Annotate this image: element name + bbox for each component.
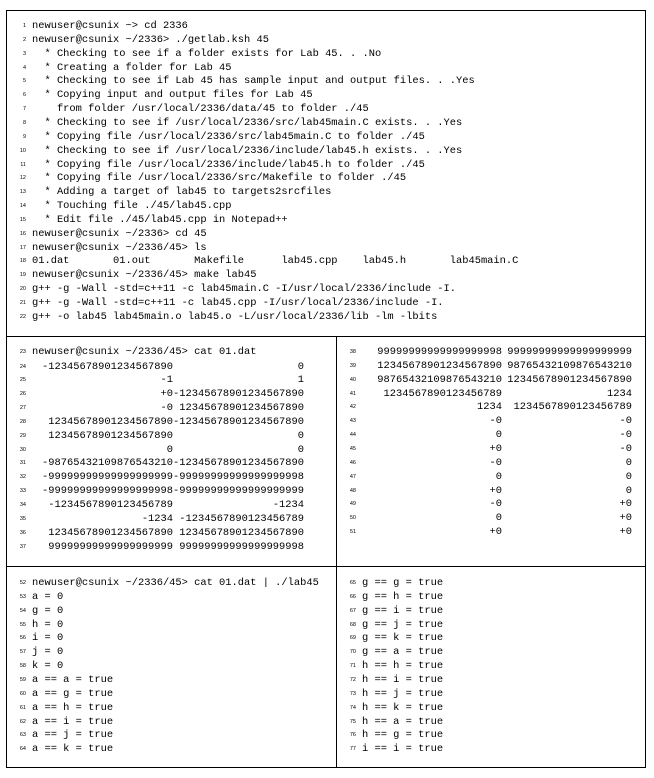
data-row <box>12 484 308 498</box>
line-text: newuser@csunix ~/2336/45> ls <box>32 241 207 254</box>
line-number: 23 <box>19 349 26 355</box>
line-number: 67 <box>349 607 356 614</box>
data-value-second: 0 <box>297 360 304 373</box>
line-text: newuser@csunix ~/2336> cd 45 <box>32 227 207 240</box>
data-row <box>342 387 636 401</box>
line-text: a == j = true <box>32 729 114 742</box>
data-row <box>342 345 636 359</box>
line-text: * Copying file /usr/local/2336/include/lab45.h to folder ./45 <box>32 158 425 171</box>
data-value-second: -12345678901234567890 <box>173 388 304 401</box>
line-number: 10 <box>19 147 26 154</box>
line-number: 64 <box>19 746 26 753</box>
data-value-second: -1234 <box>272 499 304 511</box>
data-value-second: 1 <box>297 374 304 387</box>
line-text: a == h = true <box>32 701 114 714</box>
line-number: 55 <box>19 621 26 628</box>
data-row <box>12 456 308 470</box>
line-text: k = 0 <box>32 660 64 673</box>
line-number: 60 <box>19 690 26 697</box>
data-row <box>342 525 636 539</box>
line-text: j = 0 <box>32 646 64 659</box>
line-text: h == i = true <box>362 673 444 686</box>
line-number: 16 <box>19 230 26 237</box>
data-value-first: 99999999999999999999 <box>48 540 173 553</box>
line-number: 8 <box>22 119 26 126</box>
line-number: 20 <box>19 286 26 293</box>
line-number: 12 <box>19 175 26 182</box>
line-number: 22 <box>19 313 26 320</box>
data-value-first: 12345678901234567890 <box>377 359 502 372</box>
line-text: g == h = true <box>362 590 444 603</box>
line-text: newuser@csunix ~/2336/45> cat 01.dat | ./lab45 <box>32 577 319 589</box>
data-value-second: -0 <box>619 415 632 428</box>
line-number: 18 <box>19 258 26 265</box>
line-number: 21 <box>19 300 26 306</box>
line-number: 45 <box>349 445 356 452</box>
data-value-first: -1234567890123456789 <box>48 499 173 511</box>
data-value-first: +0 <box>160 388 173 401</box>
data-value-second: +0 <box>619 512 632 525</box>
line-text: g == j = true <box>362 618 444 631</box>
line-number: 44 <box>349 432 356 439</box>
data-value-first: 1234 <box>477 401 502 414</box>
data-row <box>342 456 636 470</box>
line-text: g = 0 <box>32 604 64 617</box>
data-value-second: -12345678901234567890 <box>173 415 304 428</box>
data-value-second: 98765432109876543210 <box>507 359 632 372</box>
data-row <box>12 387 308 401</box>
line-text: a == a = true <box>32 673 114 686</box>
line-number: 19 <box>19 272 26 279</box>
line-text: * Edit file ./45/lab45.cpp in Notepad++ <box>32 213 288 226</box>
line-number: 66 <box>349 593 356 600</box>
line-text: g == g = true <box>362 577 444 589</box>
line-text: g++ -g -Wall -std=c++11 -c lab45.cpp -I/usr/local/2336/include -I. <box>32 297 444 309</box>
data-row <box>12 415 308 429</box>
line-number: 70 <box>349 649 356 656</box>
line-number: 68 <box>349 621 356 628</box>
line-number: 47 <box>349 473 356 480</box>
line-number: 53 <box>19 593 26 600</box>
data-value-second: 12345678901234567890 <box>179 526 304 539</box>
data-value-second: +0 <box>619 498 632 511</box>
data-row <box>12 373 308 387</box>
data-row <box>12 512 308 526</box>
line-text: newuser@csunix ~/2336/45> make lab45 <box>32 269 257 282</box>
line-text: h == g = true <box>362 729 444 742</box>
line-text: a == i = true <box>32 715 114 728</box>
line-text: h == a = true <box>362 715 444 728</box>
divider-bottom-vertical <box>336 567 337 768</box>
data-row <box>342 373 636 387</box>
line-text: newuser@csunix ~/2336/45> cat 01.dat <box>32 346 257 358</box>
data-value-first: -0 <box>489 415 502 428</box>
data-row <box>342 484 636 498</box>
divider-top <box>6 336 646 337</box>
data-value-first: 98765432109876543210 <box>377 373 502 386</box>
data-value-second: 1234 <box>607 387 632 400</box>
line-text: * Copying file /usr/local/2336/src/lab45main.C to folder ./45 <box>32 130 425 143</box>
line-text: h == j = true <box>362 687 444 700</box>
data-value-first: -0 <box>489 456 502 469</box>
line-number: 69 <box>349 635 356 642</box>
line-number: 56 <box>19 635 26 642</box>
line-text: h = 0 <box>32 618 64 631</box>
data-value-first: 99999999999999999998 <box>377 346 502 358</box>
data-value-second: 99999999999999999998 <box>179 540 304 553</box>
line-number: 11 <box>20 161 26 168</box>
data-value-second: -99999999999999999998 <box>173 471 304 484</box>
line-number: 32 <box>19 474 26 481</box>
data-value-first: 12345678901234567890 <box>48 415 173 428</box>
line-text: * Adding a target of lab45 to targets2srcfiles <box>32 186 332 199</box>
data-row <box>342 442 636 456</box>
data-value-first: -1234 <box>141 512 173 525</box>
line-number: 59 <box>19 676 26 683</box>
data-value-second: 0 <box>625 484 632 497</box>
line-number: 7 <box>22 106 26 113</box>
data-value-second: 12345678901234567890 <box>179 402 304 415</box>
data-value-second: 99999999999999999999 <box>507 346 632 358</box>
line-number: 39 <box>349 362 356 369</box>
line-text: * Checking to see if /usr/local/2336/include/lab45.h exists. . .Yes <box>32 144 463 157</box>
line-number: 50 <box>349 515 356 522</box>
data-value-first: +0 <box>489 442 502 455</box>
data-row <box>12 429 308 443</box>
data-row <box>342 414 636 428</box>
line-text: g++ -g -Wall -std=c++11 -c lab45main.C -I/usr/local/2336/include -I. <box>32 283 457 296</box>
line-number: 13 <box>19 189 26 196</box>
line-number: 3 <box>22 50 26 57</box>
line-number: 77 <box>349 746 356 753</box>
data-value-first: -12345678901234567890 <box>42 360 173 373</box>
data-value-first: -99999999999999999999 <box>42 471 173 484</box>
line-number: 42 <box>349 404 356 411</box>
line-text: a = 0 <box>32 590 64 603</box>
data-row <box>342 400 636 414</box>
line-number: 52 <box>19 580 26 586</box>
line-number: 38 <box>349 349 356 355</box>
data-value-first: 0 <box>166 443 173 456</box>
line-number: 15 <box>19 216 26 223</box>
line-number: 49 <box>349 501 356 508</box>
line-number: 48 <box>349 487 356 494</box>
line-number: 25 <box>19 377 26 384</box>
line-text: a == g = true <box>32 687 114 700</box>
data-value-second: 0 <box>625 470 632 483</box>
line-number: 51 <box>349 529 356 536</box>
line-number: 35 <box>19 515 26 522</box>
line-number: 43 <box>349 418 356 425</box>
data-row <box>12 498 308 512</box>
line-text: h == h = true <box>362 660 444 673</box>
data-value-first: 12345678901234567890 <box>48 526 173 539</box>
line-number: 46 <box>349 459 356 466</box>
line-number: 2 <box>22 36 26 43</box>
data-value-second: -0 <box>619 429 632 442</box>
line-number: 41 <box>349 390 356 397</box>
line-number: 76 <box>349 732 356 739</box>
line-number: 73 <box>349 690 356 697</box>
line-text: 01.dat 01.out Makefile lab45.cpp lab45.h lab45main.C <box>32 255 519 268</box>
data-value-first: 12345678901234567890 <box>48 429 173 442</box>
line-number: 61 <box>19 704 26 711</box>
line-number: 57 <box>19 649 26 656</box>
data-value-second: -12345678901234567890 <box>173 457 304 470</box>
line-text: * Checking to see if a folder exists for Lab 45. . .No <box>32 47 382 60</box>
line-text: g == i = true <box>362 604 444 617</box>
divider-mid-vertical <box>336 337 337 566</box>
line-number: 62 <box>19 718 26 725</box>
line-number: 17 <box>19 244 26 251</box>
line-number: 27 <box>19 405 26 412</box>
line-text: newuser@csunix ~> cd 2336 <box>32 20 188 32</box>
data-value-second: +0 <box>619 526 632 539</box>
line-number: 63 <box>19 732 26 739</box>
line-number: 14 <box>19 203 26 210</box>
data-row <box>12 526 308 540</box>
line-text: g == a = true <box>362 646 444 659</box>
data-value-second: -99999999999999999999 <box>173 485 304 498</box>
line-number: 34 <box>19 502 26 508</box>
data-row <box>342 359 636 373</box>
line-text: g == k = true <box>362 632 444 645</box>
line-text: h == k = true <box>362 701 444 714</box>
data-value-first: 0 <box>495 512 502 525</box>
data-value-first: +0 <box>489 526 502 539</box>
line-text: * Checking to see if /usr/local/2336/src/lab45main.C exists. . .Yes <box>32 116 463 129</box>
line-text: * Copying file /usr/local/2336/src/Makefile to folder ./45 <box>32 172 407 185</box>
data-value-first: -98765432109876543210 <box>42 457 173 470</box>
line-number: 75 <box>349 718 356 725</box>
data-value-first: 0 <box>495 429 502 442</box>
line-number: 29 <box>19 432 26 439</box>
line-number: 37 <box>19 543 26 550</box>
line-number: 6 <box>22 92 26 99</box>
line-number: 4 <box>22 64 26 71</box>
data-row <box>12 360 308 374</box>
data-value-second: -1234567890123456789 <box>179 512 304 525</box>
line-number: 36 <box>19 529 26 536</box>
data-row <box>342 470 636 484</box>
data-value-first: -0 <box>160 402 173 415</box>
line-number: 1 <box>22 23 26 29</box>
data-value-first: 0 <box>495 470 502 483</box>
data-value-second: 1234567890123456789 <box>513 401 632 414</box>
line-number: 58 <box>19 663 26 670</box>
divider-bottom <box>6 566 646 567</box>
data-value-first: -1 <box>160 374 173 387</box>
line-number: 71 <box>349 663 356 670</box>
data-value-second: 12345678901234567890 <box>507 373 632 386</box>
data-value-second: -0 <box>619 442 632 455</box>
data-row <box>342 497 636 511</box>
line-number: 72 <box>349 676 356 683</box>
data-value-first: 1234567890123456789 <box>383 387 502 400</box>
data-row <box>12 540 308 554</box>
line-text: * Checking to see if Lab 45 has sample input and output files. . .Yes <box>32 75 475 88</box>
line-number: 54 <box>19 607 26 614</box>
data-row <box>12 470 308 484</box>
line-number: 74 <box>349 704 356 711</box>
data-row <box>12 401 308 415</box>
line-text: i == i = true <box>362 743 444 756</box>
data-value-first: +0 <box>489 484 502 497</box>
line-number: 24 <box>19 363 26 370</box>
line-text: newuser@csunix ~/2336> ./getlab.ksh 45 <box>32 33 269 46</box>
line-text: * Copying input and output files for Lab 45 <box>32 89 313 102</box>
line-text: g++ -o lab45 lab45main.o lab45.o -L/usr/local/2336/lib -lm -lbits <box>32 310 438 323</box>
data-value-second: 0 <box>297 443 304 456</box>
line-number: 40 <box>349 376 356 383</box>
data-row <box>342 511 636 525</box>
data-value-first: -99999999999999999998 <box>42 485 173 498</box>
line-number: 31 <box>19 460 26 467</box>
data-value-second: 0 <box>297 429 304 442</box>
line-text: i = 0 <box>32 632 64 645</box>
data-row <box>342 428 636 442</box>
line-text: * Touching file ./45/lab45.cpp <box>32 200 232 213</box>
line-number: 65 <box>349 580 356 586</box>
line-number: 9 <box>22 133 26 140</box>
data-row <box>12 443 308 457</box>
data-value-second: 0 <box>625 456 632 469</box>
data-value-first: -0 <box>489 498 502 511</box>
line-number: 30 <box>19 446 26 453</box>
line-text: a == k = true <box>32 743 114 756</box>
line-number: 26 <box>19 391 26 398</box>
line-number: 33 <box>19 488 26 495</box>
line-number: 28 <box>19 418 26 425</box>
line-text: * Creating a folder for Lab 45 <box>32 61 232 74</box>
line-text: from folder /usr/local/2336/data/45 to folder ./45 <box>32 103 369 116</box>
line-number: 5 <box>22 78 26 85</box>
